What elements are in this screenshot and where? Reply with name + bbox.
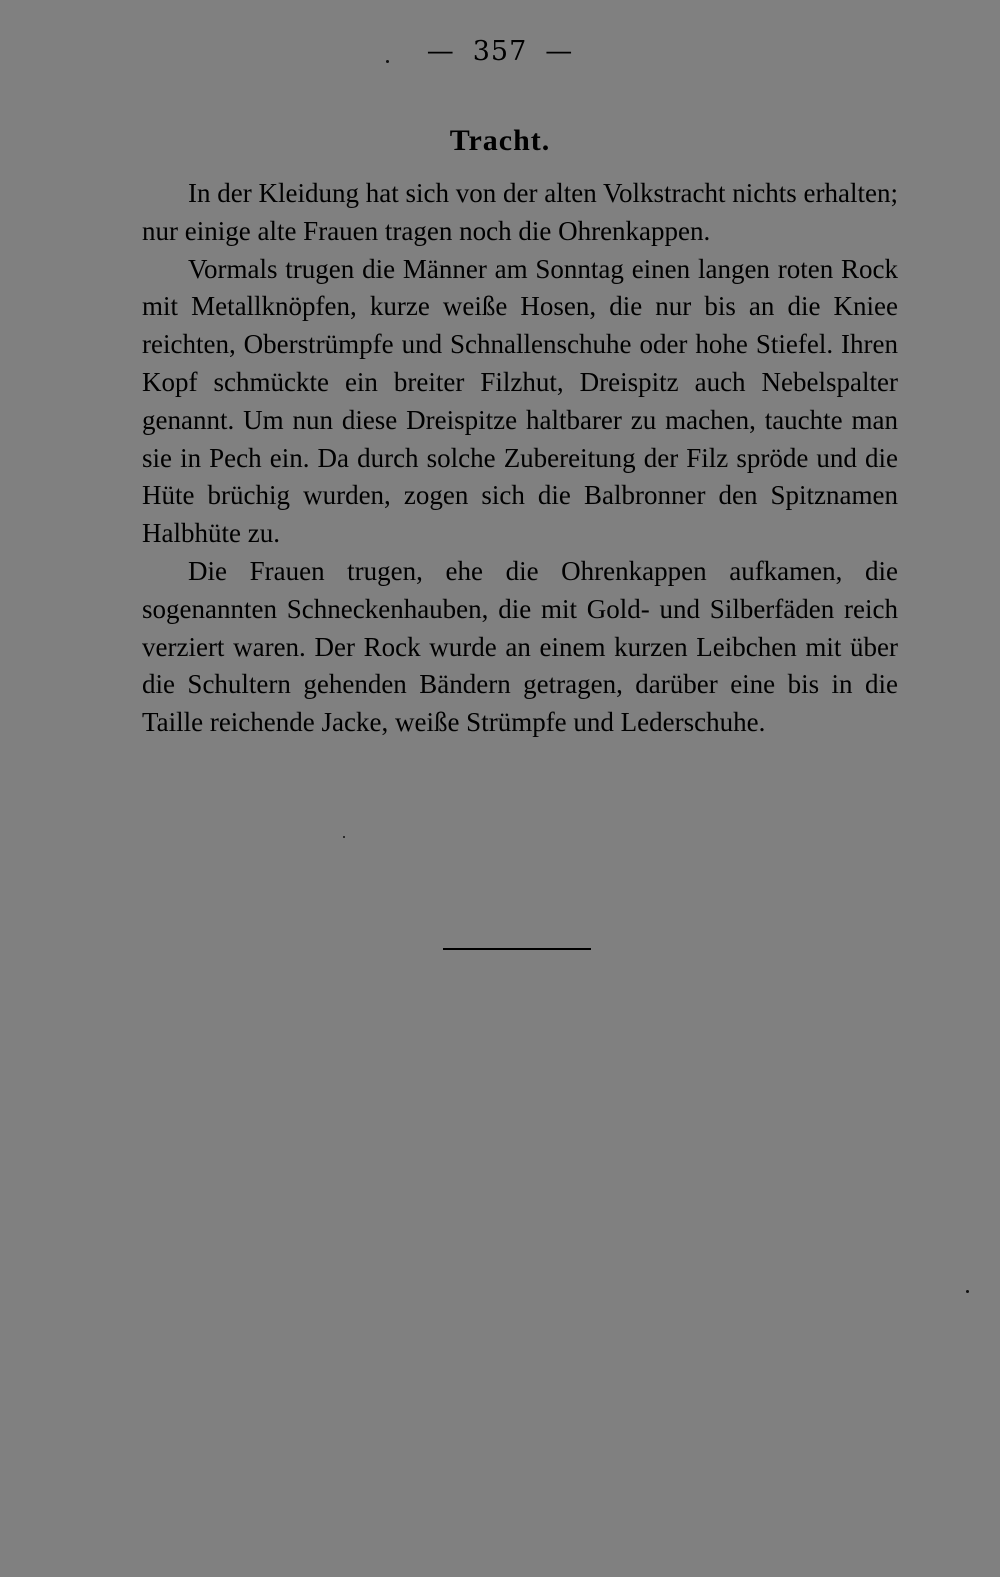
paragraph-3: Die Frauen trugen, ehe die Ohrenkappen aufkamen, die sogenannten Schneckenhauben, die mit Gold- und Silberfäden reich verziert waren. Der Rock wurde an einem kurzen Leibchen mit über die Schultern gehenden Bändern getragen, darüber eine bis in die Taille reichende Jacke, weiße Strümpfe und Lederschuhe.: [142, 555, 898, 738]
header-dash-right: —: [545, 36, 574, 67]
end-rule: [443, 948, 591, 950]
page-number: 357: [472, 36, 528, 67]
paragraph-2: Vormals trugen die Männer am Sonntag einen langen roten Rock mit Metallknöpfen, kurze weiße Hosen, die nur bis an die Kniee reichten, Oberstrümpfe und Schnallenschuhe oder hohe Stiefel. Ihren Kopf schmückte ein breiter Filzhut, Dreispitz auch Nebelspalter genannt. Um nun diese Dreispitze haltbarer zu machen, tauchte man sie in Pech ein. Da durch solche Zubereitung der Filz spröde und die Hüte brüchig wurden, zogen sich die Balbronner den Spitznamen Halbhüte zu.: [142, 253, 898, 549]
body-text: [142, 175, 898, 742]
scan-speck: [343, 836, 345, 838]
page-header: [0, 36, 1000, 67]
scan-speck: [386, 60, 389, 63]
header-dash-left: —: [426, 36, 455, 67]
scan-speck: [966, 1290, 969, 1293]
paragraph-1: In der Kleidung hat sich von der alten Volkstracht nichts erhalten; nur einige alte Frauen tragen noch die Ohrenkappen.: [142, 178, 898, 246]
section-title: Tracht.: [449, 124, 551, 157]
